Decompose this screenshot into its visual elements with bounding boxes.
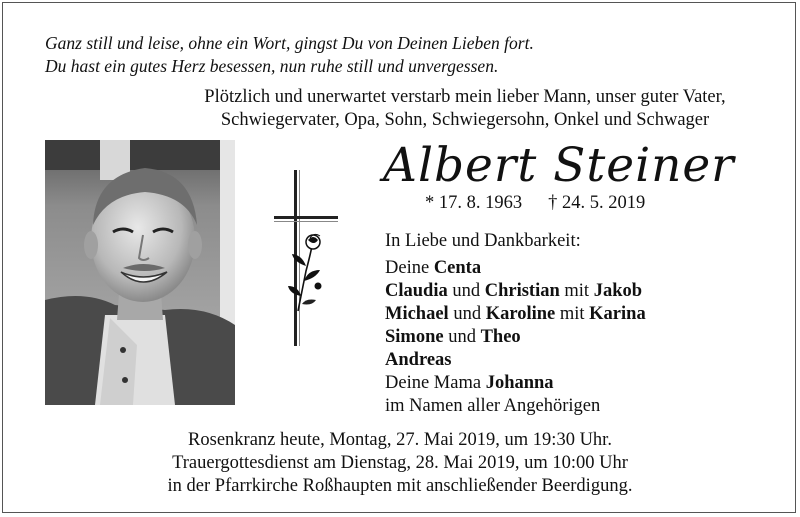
mass-info: Trauergottesdienst am Dienstag, 28. Mai 2019, um 10:00 Uhr <box>172 453 628 473</box>
verse-line-1: Ganz still und leise, ohne ein Wort, gingst Du von Deinen Lieben fort. <box>45 33 534 53</box>
service-info <box>100 429 700 498</box>
intro-line-2: Schwiegervater, Opa, Sohn, Schwiegersohn, Onkel und Schwager <box>220 110 710 130</box>
portrait-photo <box>45 140 235 405</box>
deceased-name: Albert Steiner <box>383 138 735 193</box>
cross-with-rose-icon <box>268 166 348 351</box>
intro-line-1: Plötzlich und unerwartet verstarb mein lieber Mann, unser guter Vater, <box>204 87 726 107</box>
life-dates <box>425 191 645 215</box>
mourner-line-5: Andreas <box>385 350 452 370</box>
mourner-line-1: Deine Centa <box>385 258 482 278</box>
verse-line-2: Du hast ein gutes Herz besessen, nun ruhe still und unvergessen. <box>45 56 499 76</box>
mourners-list <box>385 230 646 418</box>
mourner-line-3: Michael und Karoline mit Karina <box>385 304 646 324</box>
mourner-line-7: im Namen aller Angehörigen <box>385 396 601 416</box>
intro-text <box>160 86 770 132</box>
mourner-line-4: Simone und Theo <box>385 327 521 347</box>
burial-info: in der Pfarrkirche Roßhaupten mit anschließender Beerdigung. <box>167 476 633 496</box>
mourner-line-6: Deine Mama Johanna <box>385 373 554 393</box>
thanks-heading: In Liebe und Dankbarkeit: <box>385 231 581 251</box>
rosary-info: Rosenkranz heute, Montag, 27. Mai 2019, um 19:30 Uhr. <box>188 430 612 450</box>
mourner-line-2: Claudia und Christian mit Jakob <box>385 281 643 301</box>
death-date: † 24. 5. 2019 <box>548 193 646 213</box>
birth-date: * 17. 8. 1963 <box>425 193 523 213</box>
verse <box>45 32 534 78</box>
